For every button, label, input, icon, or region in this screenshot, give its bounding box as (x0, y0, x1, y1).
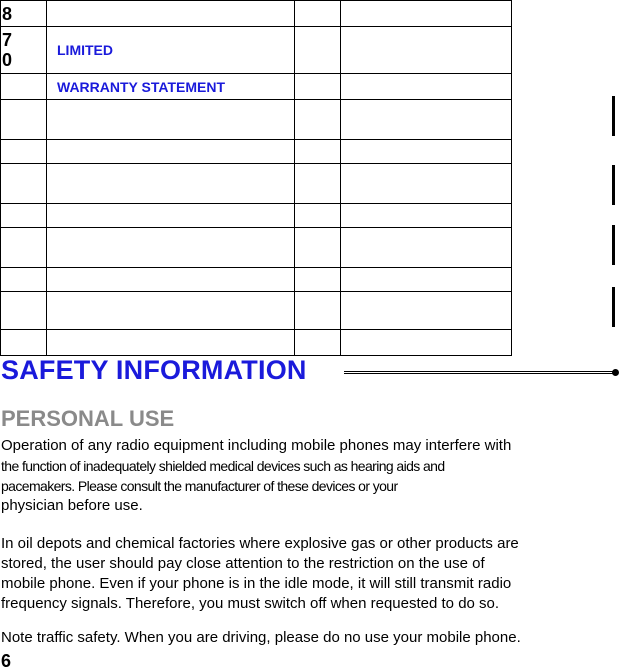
text-line: Operation of any radio equipment including mobile phones may interfere with (1, 437, 512, 454)
title-rule (344, 371, 614, 374)
toc-cell (295, 74, 341, 100)
margin-bar (612, 96, 615, 136)
toc-row-number (1, 292, 47, 330)
toc-row-number: 7 0 (1, 27, 47, 74)
toc-row-label (47, 292, 295, 330)
text-line: physician before use. (1, 497, 143, 514)
text-line: stored, the user should pay close attention to the restriction on the use of (1, 555, 485, 572)
toc-row-number (1, 204, 47, 228)
margin-bar (612, 225, 615, 265)
toc-row-number: 8 (1, 1, 47, 27)
toc-row-label (47, 204, 295, 228)
toc-cell (341, 164, 512, 204)
toc-row (1, 74, 512, 100)
toc-row-label (47, 1, 295, 27)
toc-row (1, 140, 512, 164)
paragraph (1, 436, 591, 516)
toc-row-label (47, 228, 295, 268)
toc-cell (295, 140, 341, 164)
toc-cell (341, 27, 512, 74)
toc-cell (341, 100, 512, 140)
toc-row-label (47, 140, 295, 164)
toc-cell (295, 204, 341, 228)
margin-bar (612, 287, 615, 327)
toc-row-label: LIMITED (47, 27, 295, 74)
paragraph (1, 534, 591, 614)
toc-cell (341, 140, 512, 164)
toc-cell (341, 74, 512, 100)
toc-row-label (47, 100, 295, 140)
toc-row-number (1, 140, 47, 164)
toc-row-number (1, 268, 47, 292)
section-title: SAFETY INFORMATION (1, 355, 307, 385)
toc-row (1, 228, 512, 268)
toc-cell (295, 1, 341, 27)
text-line: frequency signals. Therefore, you must switch off when requested to do so. (1, 595, 500, 612)
toc-cell (341, 292, 512, 330)
toc-cell (295, 27, 341, 74)
margin-bar (612, 165, 615, 205)
toc-cell (295, 330, 341, 356)
toc-row (1, 164, 512, 204)
table-of-contents (0, 0, 512, 356)
text-line: Note traffic safety. When you are driving, please do no use your mobile phone. (1, 629, 521, 646)
toc-row-number (1, 164, 47, 204)
toc-cell (295, 292, 341, 330)
toc-row-label (47, 330, 295, 356)
toc-row (1, 27, 512, 74)
toc-row (1, 1, 512, 27)
toc-row (1, 204, 512, 228)
toc-row-number (1, 100, 47, 140)
toc-row-number (1, 228, 47, 268)
bullet-dot-icon (612, 369, 619, 376)
toc-cell (295, 268, 341, 292)
paragraph (1, 628, 591, 648)
toc-row (1, 268, 512, 292)
toc-row-number (1, 330, 47, 356)
toc-cell (341, 228, 512, 268)
toc-cell (341, 268, 512, 292)
text-line: the function of inadequately shielded medical devices such as hearing aids and (1, 458, 445, 474)
text-line: pacemakers. Please consult the manufacturer of these devices or your (1, 478, 398, 494)
toc-row-label (47, 268, 295, 292)
toc-row-number (1, 74, 47, 100)
toc-row (1, 100, 512, 140)
toc-cell (341, 330, 512, 356)
toc-row-label (47, 164, 295, 204)
toc-cell (295, 100, 341, 140)
text-line: mobile phone. Even if your phone is in the idle mode, it will still transmit radio (1, 575, 512, 592)
toc-cell (295, 164, 341, 204)
toc-cell (341, 204, 512, 228)
page-number: 6 (1, 651, 12, 671)
toc-cell (295, 228, 341, 268)
toc-row (1, 292, 512, 330)
section-subtitle: PERSONAL USE (1, 406, 175, 431)
toc-cell (341, 1, 512, 27)
text-line: In oil depots and chemical factories where explosive gas or other products are (1, 535, 519, 552)
toc-row (1, 330, 512, 356)
toc-row-label: WARRANTY STATEMENT (47, 74, 295, 100)
